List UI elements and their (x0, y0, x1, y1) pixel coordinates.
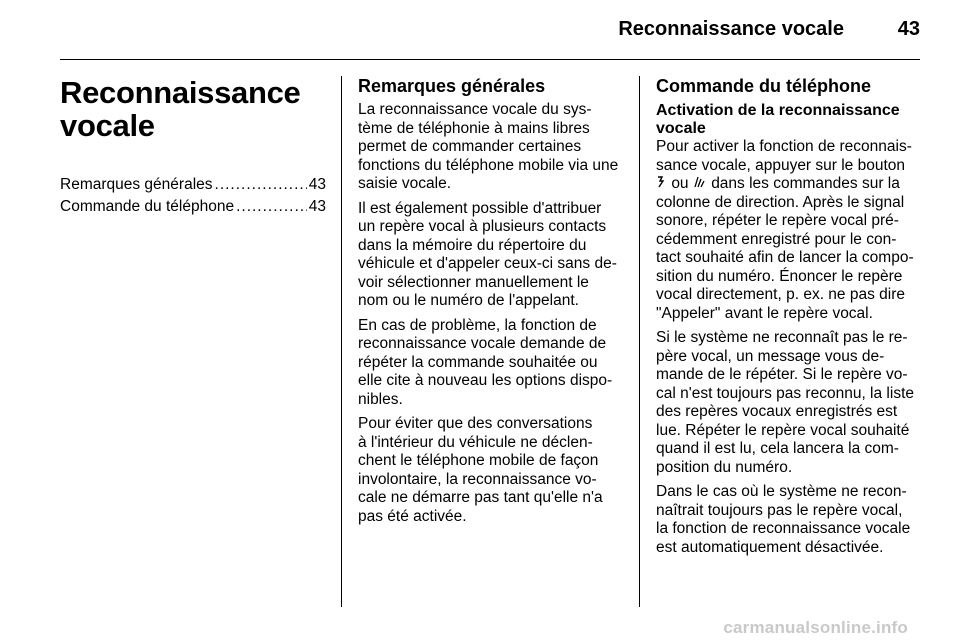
paragraph (358, 317, 626, 410)
text-line: Pour éviter que des conversations (358, 415, 593, 432)
text-line: un repère vocal à plusieurs contacts (358, 218, 607, 235)
voice-button-icon (657, 175, 666, 188)
paragraph (656, 329, 924, 477)
text-line: permet de commander certaines (358, 138, 582, 155)
voice-control-icon (694, 175, 706, 188)
text-or: ou (671, 175, 689, 192)
text-line: Pour activer la fonction de reconnais- (656, 138, 912, 155)
text-line: fonctions du téléphone mobile via une (358, 156, 619, 174)
text-line: quand il est lu, cela lancera la com- (656, 440, 899, 457)
text-line: La reconnaissance vocale du sys- (358, 101, 592, 118)
text-line: Dans le cas où le système ne recon- (656, 483, 907, 500)
text-line: cale ne démarre pas tant qu'elle n'a (358, 489, 603, 506)
text-line: elle cite à nouveau les options dispo- (358, 372, 613, 389)
text-line: cédemment enregistré pour le con- (656, 230, 897, 248)
column-divider-1 (341, 76, 342, 607)
text-line: sonore, répéter le repère vocal pré- (656, 212, 899, 229)
text-line: Si le système ne reconnaît pas le re- (656, 329, 908, 346)
page-header (0, 0, 960, 62)
text-line: la fonction de reconnaissance vocale (656, 520, 911, 537)
chapter-title-line1: Reconnaissance (60, 75, 301, 110)
subsection-heading (656, 102, 924, 138)
text-line: chent le téléphone mobile de façon (358, 452, 599, 469)
text-line: pas été activée. (358, 507, 467, 525)
text-line (656, 175, 924, 194)
text-lines (656, 194, 924, 324)
toc-leader (236, 198, 307, 217)
general-body (358, 101, 626, 526)
text-line: involontaire, la reconnaissance vo- (358, 470, 597, 488)
text-line: vocal directement, p. ex. ne pas dire (656, 286, 905, 303)
toc-label: Commande du téléphone (60, 198, 235, 215)
text-line: est automatiquement désactivée. (656, 538, 884, 556)
column-divider-2 (639, 76, 640, 607)
paragraph (656, 483, 924, 557)
text-line: Il est également possible d'attribuer (358, 199, 602, 217)
section-heading: Commande du téléphone (656, 76, 872, 96)
text-line: colonne de direction. Après le signal (656, 193, 905, 211)
text-line: à l'intérieur du véhicule ne déclen- (358, 433, 593, 451)
text-line: "Appeler" avant le repère vocal. (656, 304, 873, 322)
chapter-title-line2: vocale (60, 108, 155, 143)
toc-page: 43 (308, 198, 326, 215)
text-line: naîtrait toujours pas le repère vocal, (656, 501, 903, 519)
toc-entry-general[interactable] (60, 176, 326, 198)
text-line: véhicule et d'appeler ceux-ci sans de- (358, 255, 617, 272)
running-title: Reconnaissance vocale (618, 18, 844, 40)
text-line: nom ou le numéro de l'appelant. (358, 292, 579, 309)
watermark: carmanualsonline.info (723, 618, 908, 637)
text-line: sition du numéro. Énoncer le repère (656, 267, 903, 285)
text-line: voir sélectionner manuellement le (358, 273, 589, 291)
toc-leader (215, 176, 307, 195)
toc-entry-phone[interactable] (60, 198, 326, 220)
toc-page: 43 (308, 176, 326, 193)
text-line: lue. Répéter le repère vocal souhaité (656, 421, 910, 439)
text-line: tème de téléphonie à mains libres (358, 119, 590, 137)
paragraph (358, 200, 626, 311)
chapter-title (60, 76, 326, 142)
text-line: sance vocale, appuyer sur le bouton (656, 156, 906, 174)
page-number: 43 (897, 18, 920, 40)
text-line: cal n'est toujours pas reconnu, la liste (656, 384, 914, 402)
phone-column (656, 76, 924, 563)
text-line: position du numéro. (656, 458, 793, 476)
text-line: mande de le répéter. Si le repère vo- (656, 366, 908, 383)
paragraph (656, 138, 924, 323)
chapter-column (60, 76, 326, 220)
text-line: père vocal, un message vous de- (656, 347, 885, 365)
section-heading: Remarques générales (358, 76, 546, 96)
text-line: répéter la commande souhaitée ou (358, 353, 598, 371)
text-line: reconnaissance vocale demande de (358, 335, 607, 352)
subheading-line2: vocale (656, 120, 706, 137)
text-line: dans la mémoire du répertoire du (358, 236, 587, 254)
toc-label: Remarques générales (60, 176, 213, 193)
paragraph (358, 415, 626, 526)
text-line: En cas de problème, la fonction de (358, 316, 597, 334)
general-column (358, 76, 626, 532)
text-line: saisie vocale. (358, 175, 452, 192)
subheading-line1: Activation de la reconnaissance (656, 102, 900, 119)
text-line: des repères vocaux enregistrés est (656, 403, 898, 420)
text-line: nibles. (358, 390, 403, 408)
header-rule (60, 59, 920, 60)
text-rest: dans les commandes sur la (711, 175, 900, 192)
text-line: tact souhaité afin de lancer la compo- (656, 249, 914, 266)
paragraph (358, 101, 626, 194)
